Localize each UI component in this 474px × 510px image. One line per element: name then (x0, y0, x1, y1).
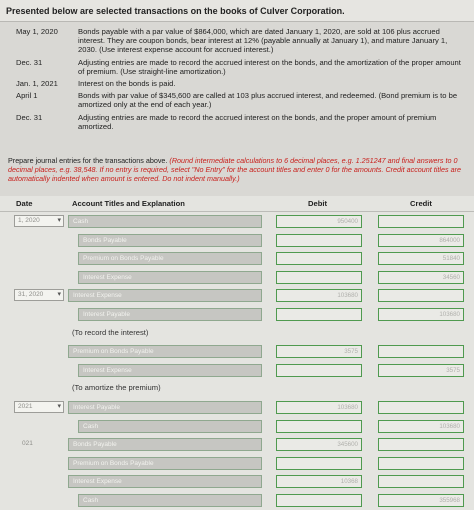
table-row (0, 362, 474, 378)
journal-entry-table (0, 196, 474, 510)
credit-input[interactable]: 103680 (378, 420, 464, 433)
date-select[interactable] (14, 289, 64, 301)
instructions-note: (Round intermediate calculations to 6 decimal places, e.g. 1.251247 and final answers to 0 decimal places, e.g. 38,548. If no entry is required, select "No Entry" for the account titles and enter 0 for the amounts. Credit account titles are automatically indented when amount is entered. Do not indent manually.) (8, 156, 461, 184)
account-title-input[interactable]: Interest Payable (68, 401, 262, 414)
debit-column-header: Debit (308, 199, 327, 208)
transaction-row (8, 113, 470, 131)
transaction-date: April 1 (16, 91, 38, 101)
account-title-input[interactable]: Cash (78, 494, 262, 507)
chevron-down-icon: ▾ (57, 291, 61, 299)
account-title-input[interactable]: Cash (68, 215, 262, 228)
transaction-text: Bonds with par value of $345,600 are called at 103 plus accrued interest, and redeemed. (Bond premium is to be amortized only at the end of each year.) (78, 91, 458, 110)
transaction-date: Jan. 1, 2021 (16, 79, 58, 89)
transaction-text: Adjusting entries are made to record the accrued interest on the bonds, and the amortization of the proper amount of premium. (Use straight-line amortization.) (78, 57, 461, 76)
chevron-down-icon: ▾ (57, 403, 61, 410)
page-header: Presented below are selected transactions on the books of Culver Corporation. (0, 0, 474, 22)
transaction-list (8, 27, 470, 134)
table-row (0, 399, 474, 415)
entry-explanation: (To amortize the premium) (72, 383, 161, 393)
account-title-input[interactable]: Premium on Bonds Payable (68, 457, 262, 470)
transaction-text: Bonds payable with a par value of $864,000, which are dated January 1, 2020, are sold at 106 plus accrued interest. They are coupon bonds, bear interest at 12% (payable annually at January 1), and mature January 1, 2030. (Use interest expense account for accrued interest.) (78, 27, 448, 55)
debit-input[interactable] (276, 252, 362, 265)
credit-input[interactable]: 103680 (378, 308, 464, 321)
transaction-date: Dec. 31 (16, 112, 43, 122)
date-column-header: Date (16, 199, 33, 208)
table-row (0, 473, 474, 489)
transaction-date: May 1, 2020 (16, 27, 58, 36)
chevron-down-icon: ▾ (57, 217, 61, 224)
debit-input[interactable]: 103680 (276, 401, 362, 414)
transaction-row (8, 27, 470, 55)
instructions (8, 156, 470, 184)
credit-input[interactable]: 34560 (378, 271, 464, 284)
credit-column-header: Credit (410, 199, 432, 208)
debit-input[interactable] (276, 457, 362, 470)
date-select-value: 1, 2020 (18, 217, 40, 224)
account-title-input[interactable]: Interest Expense (78, 364, 262, 377)
table-row (0, 492, 474, 508)
table-row (0, 287, 474, 303)
debit-input[interactable] (276, 364, 362, 377)
table-row (0, 306, 474, 322)
table-row (0, 455, 474, 471)
transaction-text: Interest on the bonds is paid. (78, 79, 176, 89)
account-title-input[interactable]: Interest Expense (68, 289, 262, 302)
account-title-input[interactable]: Interest Payable (78, 308, 262, 321)
debit-input[interactable] (276, 308, 362, 321)
date-select-value: 31, 2020 (18, 291, 44, 299)
table-row (0, 232, 474, 248)
debit-input[interactable] (276, 494, 362, 507)
account-title-input[interactable]: Interest Expense (78, 271, 262, 284)
date-text: 021 (22, 440, 33, 448)
table-row (0, 269, 474, 285)
table-row (0, 343, 474, 359)
transaction-row (8, 91, 470, 109)
table-row (0, 213, 474, 229)
transaction-row (8, 79, 470, 88)
date-select[interactable] (14, 215, 64, 227)
table-row (0, 250, 474, 266)
account-title-input[interactable]: Interest Expense (68, 475, 262, 488)
account-title-input[interactable]: Cash (78, 420, 262, 433)
debit-input[interactable]: 950400 (276, 215, 362, 228)
debit-input[interactable] (276, 420, 362, 433)
credit-input[interactable] (378, 345, 464, 358)
transaction-text: Adjusting entries are made to record the accrued interest on the bonds, and the proper amount of premium amortized. (78, 112, 437, 131)
credit-input[interactable]: 3575 (378, 364, 464, 377)
credit-input[interactable] (378, 475, 464, 488)
account-title-input[interactable]: Bonds Payable (78, 234, 262, 247)
credit-input[interactable] (378, 457, 464, 470)
account-title-input[interactable]: Premium on Bonds Payable (68, 345, 262, 358)
debit-input[interactable] (276, 271, 362, 284)
debit-input[interactable]: 345600 (276, 438, 362, 451)
credit-input[interactable]: 355968 (378, 494, 464, 507)
credit-input[interactable]: 51840 (378, 252, 464, 265)
account-column-header: Account Titles and Explanation (72, 199, 185, 208)
instructions-text: Prepare journal entries for the transactions above. (8, 156, 168, 165)
table-row (0, 436, 474, 452)
table-note-row (0, 380, 474, 396)
table-row (0, 418, 474, 434)
table-header (0, 196, 474, 212)
credit-input[interactable] (378, 215, 464, 228)
entry-explanation: (To record the interest) (72, 327, 149, 337)
debit-input[interactable]: 3575 (276, 345, 362, 358)
date-select-value: 2021 (18, 403, 33, 410)
transaction-row (8, 58, 470, 76)
account-title-input[interactable]: Premium on Bonds Payable (78, 252, 262, 265)
credit-input[interactable] (378, 438, 464, 451)
debit-input[interactable]: 10368 (276, 475, 362, 488)
debit-input[interactable] (276, 234, 362, 247)
credit-input[interactable] (378, 401, 464, 414)
account-title-input[interactable]: Bonds Payable (68, 438, 262, 451)
credit-input[interactable] (378, 289, 464, 302)
debit-input[interactable]: 103680 (276, 289, 362, 302)
credit-input[interactable]: 864000 (378, 234, 464, 247)
date-select[interactable] (14, 401, 64, 413)
table-note-row (0, 325, 474, 341)
transaction-date: Dec. 31 (16, 57, 43, 67)
